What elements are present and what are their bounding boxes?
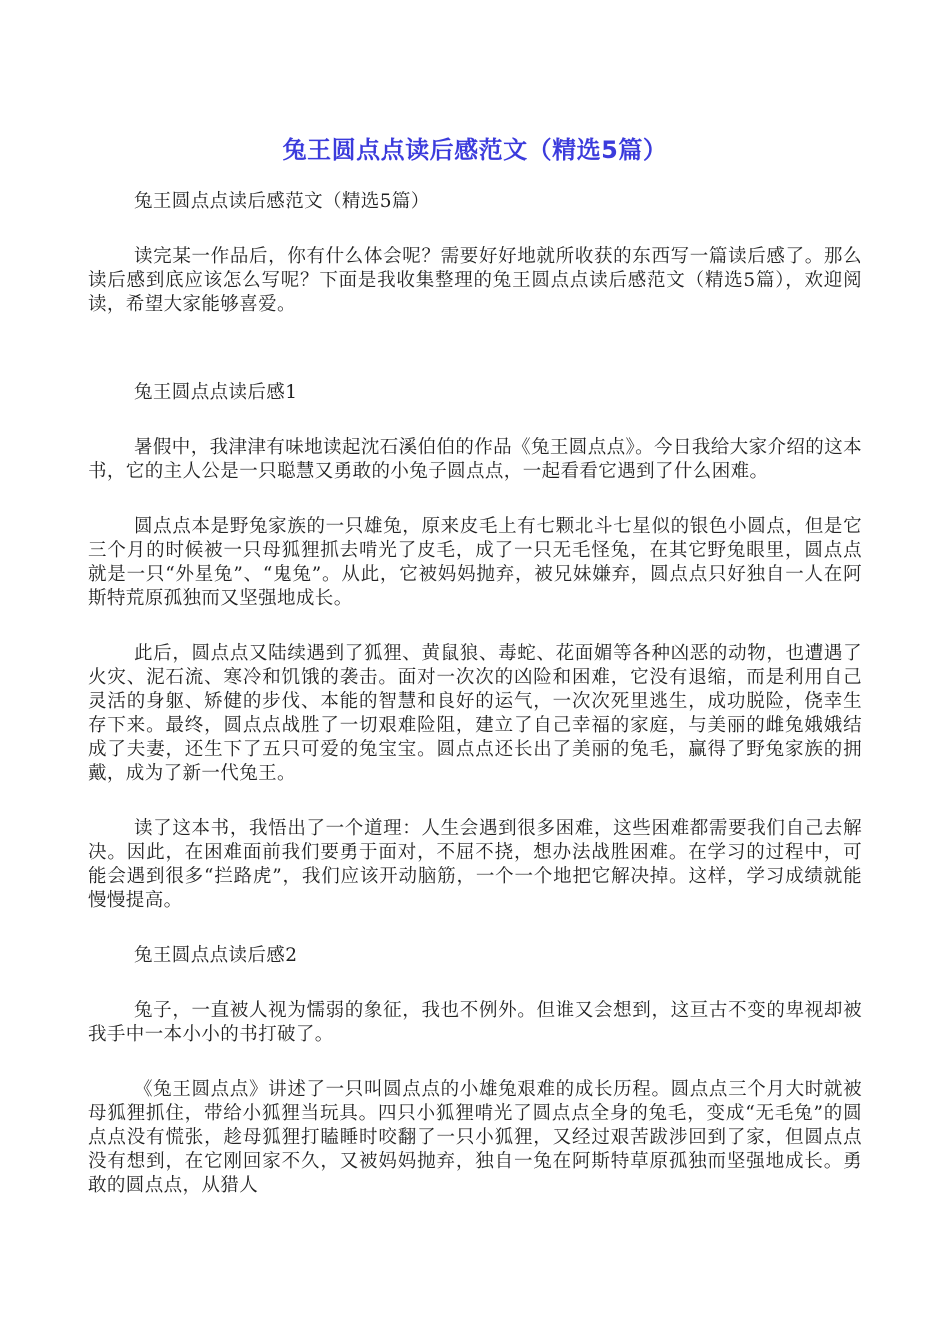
intro-paragraph: 读完某一作品后，你有什么体会呢？需要好好地就所收获的东西写一篇读后感了。那么读后感到底应该怎么写呢？下面是我收集整理的兔王圆点点读后感范文（精选5篇），欢迎阅读，希望大家能够喜爱。 [88, 246, 862, 315]
section1-paragraph-2: 圆点点本是野兔家族的一只雄兔，原来皮毛上有七颗北斗七星似的银色小圆点，但是它三个月的时候被一只母狐狸抓去啃光了皮毛，成了一只无毛怪兔，在其它野兔眼里，圆点点就是一只“外星兔”、“鬼兔”。从此，它被妈妈抛弃，被兄妹嫌弃，圆点点只好独自一人在阿斯特荒原孤独而又坚强地成长。 [88, 516, 862, 609]
section1-paragraph-1: 暑假中，我津津有味地读起沈石溪伯伯的作品《兔王圆点点》。今日我给大家介绍的这本书，它的主人公是一只聪慧又勇敢的小兔子圆点点，一起看看它遇到了什么困难。 [88, 437, 862, 482]
document-page [88, 130, 862, 1198]
section2-paragraph-2: 《兔王圆点点》讲述了一只叫圆点点的小雄兔艰难的成长历程。圆点点三个月大时就被母狐狸抓住，带给小狐狸当玩具。四只小狐狸啃光了圆点点全身的兔毛，变成“无毛兔”的圆点点没有慌张，趁母狐狸打瞌睡时咬翻了一只小狐狸，又经过艰苦跋涉回到了家，但圆点点没有想到，在它刚回家不久，又被妈妈抛弃，独自一兔在阿斯特草原孤独而坚强地成长。勇敢的圆点点，从猎人 [88, 1079, 862, 1196]
section2-paragraph-1: 兔子，一直被人视为懦弱的象征，我也不例外。但谁又会想到，这亘古不变的卑视却被我手中一本小小的书打破了。 [88, 1000, 862, 1045]
section1-paragraph-4: 读了这本书，我悟出了一个道理：人生会遇到很多困难，这些困难都需要我们自己去解决。因此，在困难面前我们要勇于面对，不屈不挠，想办法战胜困难。在学习的过程中，可能会遇到很多“拦路虎”，我们应该开动脑筋，一个一个地把它解决掉。这样，学习成绩就能慢慢提高。 [88, 818, 862, 911]
document-subtitle: 兔王圆点点读后感范文（精选5篇） [134, 191, 430, 212]
section1-heading: 兔王圆点点读后感1 [134, 382, 298, 403]
section1-paragraph-3: 此后，圆点点又陆续遇到了狐狸、黄鼠狼、毒蛇、花面媚等各种凶恶的动物，也遭遇了火灾、泥石流、寒冷和饥饿的袭击。面对一次次的凶险和困难，它没有退缩，而是利用自己灵活的身躯、矫健的步伐、本能的智慧和良好的运气，一次次死里逃生，成功脱险，侥幸生存下来。最终，圆点点战胜了一切艰难险阻，建立了自己幸福的家庭，与美丽的雌兔娥娥结成了夫妻，还生下了五只可爱的兔宝宝。圆点点还长出了美丽的兔毛，赢得了野兔家族的拥戴，成为了新一代兔王。 [88, 643, 862, 784]
section2-heading: 兔王圆点点读后感2 [134, 945, 298, 966]
document-title: 兔王圆点点读后感范文（精选5篇） [282, 136, 668, 164]
